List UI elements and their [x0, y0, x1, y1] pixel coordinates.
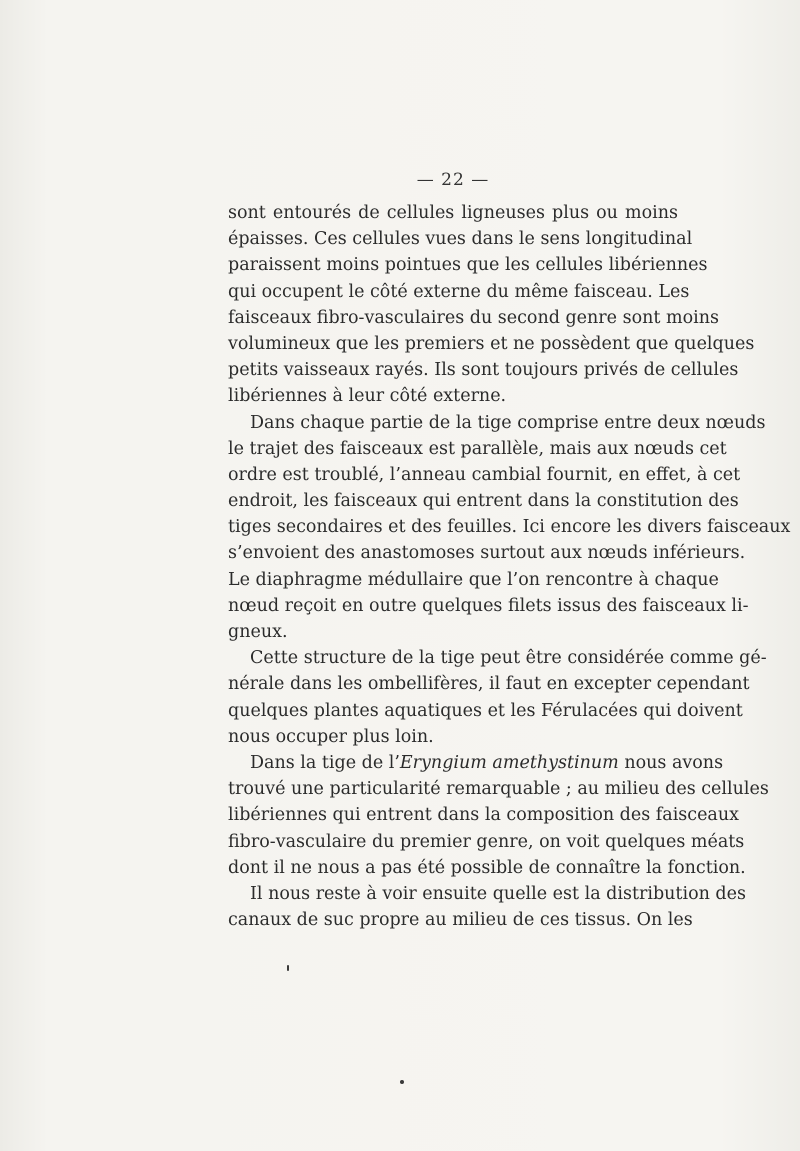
text-line: qui occupent le côté externe du même faisceau. Les — [228, 281, 690, 302]
text-line: Dans chaque partie de la tige comprise entre deux nœuds — [250, 412, 766, 433]
text-line: Cette structure de la tige peut être considérée comme gé- — [250, 648, 767, 669]
text-line: libériennes qui entrent dans la composition des faisceaux — [228, 805, 740, 826]
page-number: — 22 — — [416, 170, 490, 190]
text-line: petits vaisseaux rayés. Ils sont toujours privés de cellules — [228, 360, 739, 381]
ink-speck — [287, 965, 289, 971]
text-line: tiges secondaires et des feuilles. Ici encore les divers faisceaux — [228, 517, 791, 538]
text-line: faisceaux fibro-vasculaires du second genre sont moins — [228, 307, 719, 328]
text-line: Le diaphragme médullaire que l’on rencontre à chaque — [228, 569, 719, 590]
text-line: le trajet des faisceaux est parallèle, mais aux nœuds cet — [228, 438, 727, 459]
text-line: quelques plantes aquatiques et les Férulacées qui doivent — [228, 700, 743, 721]
text-line: fibro-vasculaire du premier genre, on voit quelques méats — [228, 831, 745, 852]
text-line: Dans la tige de l’Eryngium amethystinum nous avons — [250, 752, 724, 773]
text-line: épaisses. Ces cellules vues dans le sens longitudinal — [228, 229, 693, 250]
text-line: canaux de suc propre au milieu de ces tissus. On les — [228, 910, 693, 931]
text-line: s’envoient des anastomoses surtout aux nœuds inférieurs. — [228, 543, 746, 564]
text-line: libériennes à leur côté externe. — [228, 386, 507, 407]
text-line: gneux. — [228, 622, 288, 642]
text-line: nous occuper plus loin. — [228, 726, 434, 747]
species-name: Eryngium amethystinum — [399, 752, 619, 773]
text-line: nœud reçoit en outre quelques filets issus des faisceaux li- — [228, 595, 749, 616]
ink-speck — [400, 1080, 404, 1084]
text-line: trouvé une particularité remarquable ; au milieu des cellules — [228, 779, 769, 800]
text-line: volumineux que les premiers et ne possèdent que quelques — [228, 333, 755, 354]
text-line: Il nous reste à voir ensuite quelle est la distribution des — [250, 883, 746, 904]
text-block — [228, 160, 791, 933]
text-line: endroit, les faisceaux qui entrent dans la constitution des — [228, 491, 739, 512]
text-line: dont il ne nous a pas été possible de connaître la fonction. — [228, 857, 746, 878]
text-line: nérale dans les ombellifères, il faut en excepter cependant — [228, 674, 750, 695]
body-text — [228, 200, 791, 933]
text-line: sont entourés de cellules ligneuses plus ou moins — [228, 203, 678, 223]
text-line: paraissent moins pointues que les cellules libériennes — [228, 255, 708, 276]
text-line: ordre est troublé, l’anneau cambial fournit, en effet, à cet — [228, 464, 741, 485]
